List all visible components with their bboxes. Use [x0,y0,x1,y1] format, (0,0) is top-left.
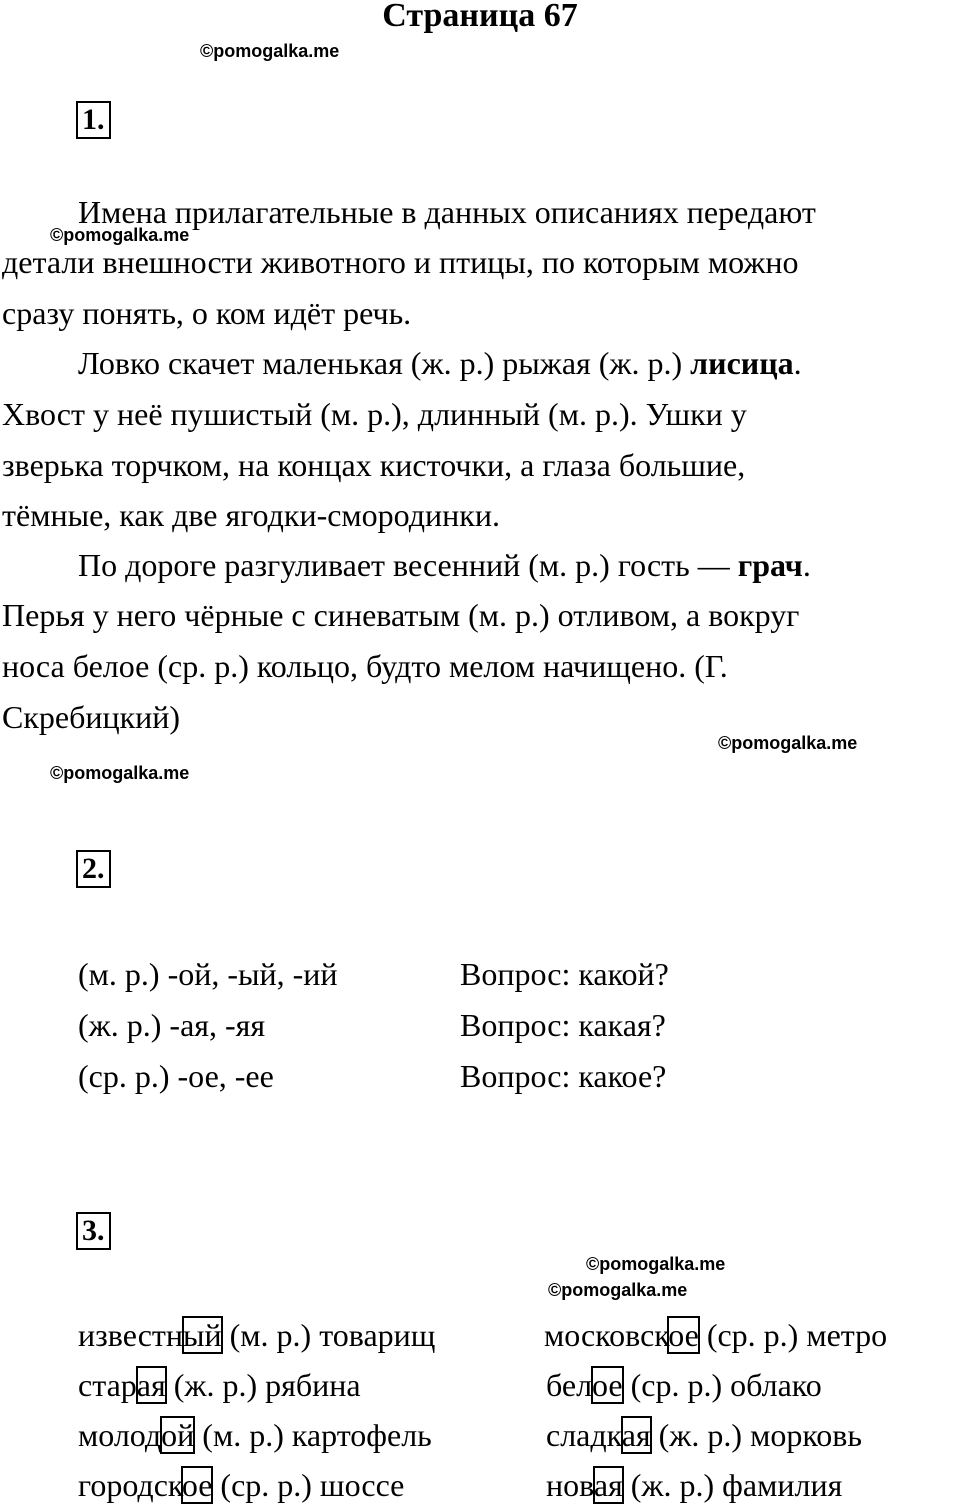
text-line: детали внешности животного и птицы, по которым можно [2,244,799,280]
question-row: Вопрос: какая? [460,1007,666,1043]
watermark: ©pomogalka.me [548,1280,688,1300]
phrase-right: сладкая (ж. р.) морковь [546,1417,862,1453]
watermark: ©pomogalka.me [50,763,190,783]
ending-box: ой [161,1417,195,1453]
ending-box: ая [621,1417,651,1453]
phrase-left: городское (ср. р.) шоссе [78,1467,405,1503]
text-line: По дороге разгуливает весенний (м. р.) гость — грач. [78,547,811,583]
text-line: Скребицкий) [2,699,181,735]
text-line: сразу понять, о ком идёт речь. [2,295,412,331]
text-line: носа белое (ср. р.) кольцо, будто мелом начищено. (Г. [2,648,728,684]
phrase-right: белое (ср. р.) облако [546,1367,822,1403]
ending-row: (м. р.) -ой, -ый, -ий [78,956,338,992]
text-line: Хвост у неё пушистый (м. р.), длинный (м. р.). Ушки у [2,396,747,432]
bold-word-rook: грач [737,547,803,583]
watermark: ©pomogalka.me [718,733,858,753]
watermark: ©pomogalka.me [50,225,190,245]
watermark: ©pomogalka.me [200,41,340,61]
ending-row: (ж. р.) -ая, -яя [78,1007,266,1043]
ending-box: ое [592,1367,623,1403]
task-number-2: 2. [76,850,111,888]
question-row: Вопрос: какой? [460,956,669,992]
text-line: Имена прилагательные в данных описаниях передают [78,194,816,230]
page-title: Страница 67 [382,0,578,34]
text-line: Ловко скачет маленькая (ж. р.) рыжая (ж. р.) лисица. [78,345,802,381]
ending-box: ое [668,1317,699,1353]
phrase-left: молодой (м. р.) картофель [78,1417,432,1453]
task-number-3: 3. [76,1212,111,1250]
text-line: Перья у него чёрные с синеватым (м. р.) отливом, а вокруг [2,597,800,633]
ending-box: ая [136,1367,166,1403]
watermark: ©pomogalka.me [586,1254,726,1274]
phrase-left: старая (ж. р.) рябина [78,1367,361,1403]
ending-box: ый [183,1317,222,1353]
phrase-left: известный (м. р.) товарищ [78,1317,436,1353]
text-line: зверька торчком, на концах кисточки, а глаза большие, [2,447,746,483]
ending-box: ая [593,1467,623,1503]
phrase-right: новая (ж. р.) фамилия [546,1467,843,1503]
task-number-1: 1. [76,101,111,139]
phrase-right: московское (ср. р.) метро [544,1317,888,1353]
ending-box: ое [181,1467,213,1503]
text-line: тёмные, как две ягодки-смородинки. [2,497,500,533]
question-row: Вопрос: какое? [460,1058,667,1094]
ending-row: (ср. р.) -ое, -ее [78,1058,274,1094]
bold-word-fox: лисица [690,345,794,381]
